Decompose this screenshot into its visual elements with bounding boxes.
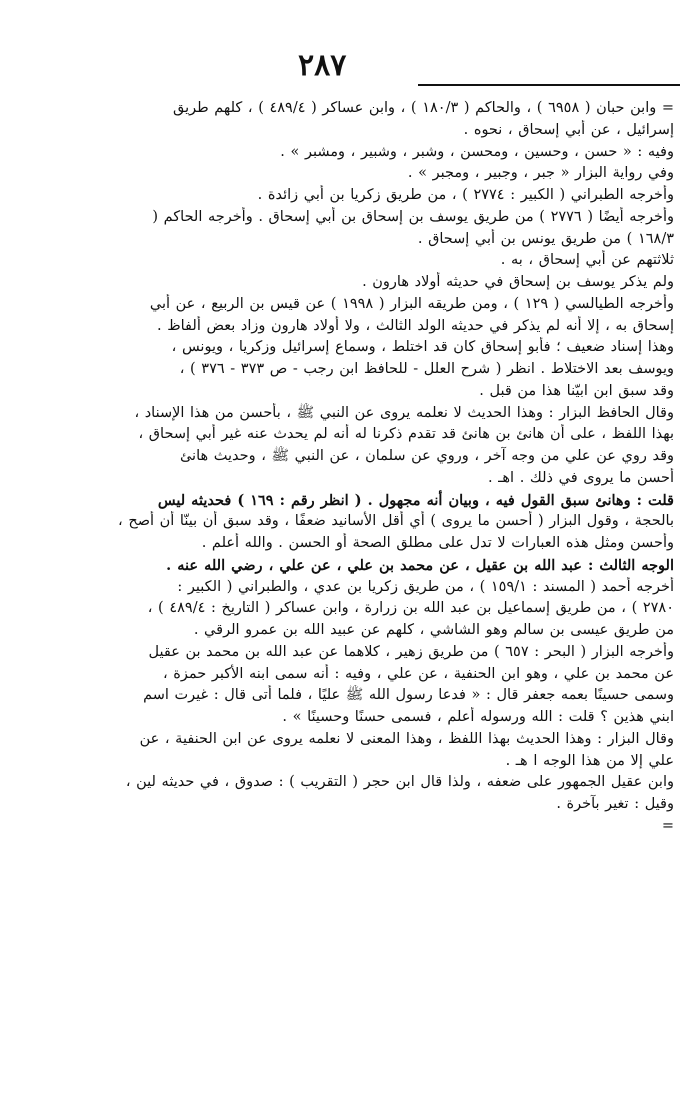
text-line: ولم يذكر يوسف بن إسحاق في حديثه أولاد هارون . xyxy=(362,274,674,290)
text-line: وابن عقيل الجمهور على ضعفه ، ولذا قال ابن حجر ( التقريب ) : صدوق ، في حديثه لين ، xyxy=(125,774,674,791)
text-line: ١٦٨/٣ ) من طريق يونس بن أبي إسحاق . xyxy=(417,230,674,247)
text-line: ابني هذين ؟ قلت : الله ورسوله أعلم ، فسمى حسنًا وحسينًا » . xyxy=(282,709,674,725)
text-line: وسمى حسينًا بعمه جعفر قال : « فدعا رسول الله ﷺ عليًا ، فلما أتى قال : غيرت اسم xyxy=(143,687,674,704)
text-line: بهذا اللفظ ، على أن هانئ بن هانئ قد تقدم ذكرنا له أنه لم يحدث عنه غير أبي إسحاق ، xyxy=(138,426,674,443)
text-line: عن محمد بن علي ، وهو ابن الحنفية ، عن علي ، وفيه : أنه سمى ابنه الأكبر حمزة ، xyxy=(162,665,674,682)
text-line: إسرائيل ، عن أبي إسحاق ، نحوه . xyxy=(463,121,674,138)
continuation-mark: = xyxy=(661,817,674,834)
text-line: وأخرجه الطبراني ( الكبير : ٢٧٧٤ ) ، من طريق زكريا بن أبي زائدة . xyxy=(257,187,674,203)
page-header xyxy=(0,44,698,94)
text-line: وهذا إسناد ضعيف ؛ فأبو إسحاق كان قد اختلط ، وسماع إسرائيل وزكريا ، ويونس ، xyxy=(171,339,674,356)
text-line: من طريق عيسى بن سالم وهو الشاشي ، كلهم عن عبيد الله بن عمرو الرقي . xyxy=(193,622,674,638)
text-line: وقد روي عن علي من وجه آخر ، وروي عن سلمان ، عن النبي ﷺ ، وحديث هانئ xyxy=(179,448,674,464)
text-line: ثلاثتهم عن أبي إسحاق ، به . xyxy=(500,252,674,269)
text-line: = وابن حبان ( ٦٩٥٨ ) ، والحاكم ( ١٨٠/٣ ) ، وابن عساكر ( ٤٨٩/٤ ) ، كلهم طريق xyxy=(173,100,674,116)
text-line: وقيل : تغير بآخرة . xyxy=(556,796,674,812)
text-line: وأخرجه البزار ( البحر : ٦٥٧ ) من طريق زهير ، كلاهما عن عبد الله بن محمد بن عقيل xyxy=(148,643,674,660)
text-line: أحسن ما يروى في ذلك . اهـ . xyxy=(487,469,674,486)
text-body xyxy=(34,98,674,838)
header-rule xyxy=(418,84,680,86)
text-line: وفيه : « حسن ، وحسين ، ومحسن ، وشبر ، وشبير ، ومشبر » . xyxy=(280,143,674,160)
page-number: ٢٨٧ xyxy=(298,48,347,83)
text-line: بالحجة ، وقول البزار ( أحسن ما يروى ) أي أقل الأسانيد ضعفًا ، وقد سبق أن بينّا أن أصح ، xyxy=(118,513,674,530)
text-line: وقال الحافظ البزار : وهذا الحديث لا نعلمه يروى عن النبي ﷺ ، بأحسن من هذا الإسناد ، xyxy=(134,404,674,421)
text-line: وفي رواية البزار « جبر ، وجبير ، ومجبر » . xyxy=(407,165,674,182)
text-line: ٢٧٨٠ ) ، من طريق إسماعيل بن عبد الله بن زرارة ، وابن عساكر ( التاريخ : ٤٨٩/٤ ) ، xyxy=(147,600,674,617)
text-line: أخرجه أحمد ( المسند : ١٥٩/١ ) ، من طريق زكريا بن عدي ، والطبراني ( الكبير : xyxy=(177,578,674,595)
text-line: وقال البزار : وهذا الحديث بهذا اللفظ ، وهذا المعنى لا نعلمه يروى عن ابن الحنفية ، عن xyxy=(139,730,674,747)
text-line: وقد سبق ابن ابيّنا هذا من قبل . xyxy=(479,382,674,399)
text-line: إسحاق به ، إلا أنه لم يذكر في حديثه الولد الثالث ، ولا أولاد هارون وزاد بعض ألفاظ . xyxy=(157,317,674,334)
text-line-qult: قلت : وهانئ سبق القول فيه ، وبيان أنه مجهول . ( انظر رقم : ١٦٩ ) فحديثه ليس xyxy=(157,491,674,509)
text-line: وأخرجه الطيالسي ( ١٢٩ ) ، ومن طريقه البزار ( ١٩٩٨ ) عن قيس بن الربيع ، عن أبي xyxy=(149,295,674,312)
text-line: ويوسف بعد الاختلاط . انظر ( شرح العلل - للحافظ ابن رجب - ص ٣٧٣ - ٣٧٦ ) ، xyxy=(179,361,674,377)
text-line-third-chain: الوجه الثالث : عبد الله بن عقيل ، عن محمد بن علي ، عن علي ، رضي الله عنه . xyxy=(166,556,674,574)
text-line: وأحسن ومثل هذه العبارات لا تدل على مطلق الصحة أو الحسن . والله أعلم . xyxy=(201,535,674,551)
text-line: علي إلا من هذا الوجه ا هـ . xyxy=(505,752,674,769)
text-line: وأخرجه أيضًا ( ٢٧٧٦ ) من طريق يوسف بن إسحاق بن أبي إسحاق . وأخرجه الحاكم ( xyxy=(152,208,674,225)
